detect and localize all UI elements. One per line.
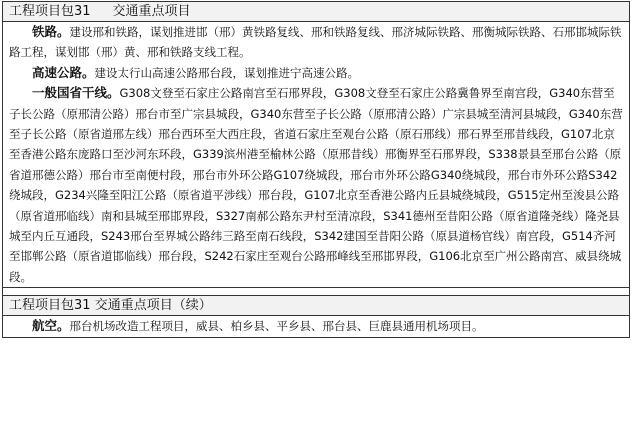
keyword-expressway: 高速公路。 (32, 64, 95, 80)
paragraph-expressway (9, 63, 623, 83)
section-spacer-row (3, 288, 630, 296)
section-spacer (3, 288, 630, 296)
paragraph-aviation (9, 316, 623, 336)
section1-body (3, 22, 630, 288)
section1-header-title: 交通重点项目 (112, 4, 191, 19)
project-table (2, 1, 630, 338)
section1-body-row (3, 22, 630, 288)
section1-header (3, 2, 630, 22)
paragraph-railway (9, 22, 623, 63)
text-expressway: 建设太行山高速公路邢台段，谋划推进宁高速公路。 (94, 65, 360, 80)
section2-header-row (3, 296, 630, 316)
section2-header-title: 交通重点项目（续） (94, 298, 212, 314)
text-railway: 建设邢和铁路，谋划推进邯（邢）黄铁路复线、邢和铁路复线、邢济城际铁路、邢衡城际铁路、石邢邯城际铁路工程，谋划邯（邢）黄、邢和铁路支线工程。 (9, 25, 622, 60)
keyword-trunk-roads: 一般国省干线。 (32, 85, 120, 101)
section2-header (3, 296, 630, 316)
keyword-railway: 铁路。 (32, 24, 70, 39)
section2-body (3, 316, 630, 337)
section2-body-row (3, 316, 630, 337)
section1-header-row (3, 2, 630, 22)
text-aviation: 邢台机场改造工程项目，威县、柏乡县、平乡县、邢台县、巨鹿县通用机场项目。 (69, 319, 484, 334)
paragraph-trunk-roads (9, 83, 623, 287)
document-page (2, 1, 634, 425)
text-trunk-roads: G308文登至石家庄公路南宫至石邢界段，G308文登至石家庄公路冀鲁界至南宫段，G340东营至子长公路（原邢清公路）邢台市至广宗县城段，G340东营至子长公路（原邢清公路）广宗县城至清河县城段，G340东营至子长公路（原省道邢左线）邢台西环至大西庄段，省道石家庄至观台公路（原石邢线）邢石界至邢昔线段，G107北京至香港公路东庞路口至沙河东环段，G339滨州港至榆林公路（原邢昔线）邢衡界至石邢界段，S338景县至邢台公路（原省道邢德公路）邢台市至南便村段，邢台市外环公路G107绕城段，邢台市外环公路G340绕城段，邢台市外环公路S342绕城段，G234兴隆至阳江公路（原省道平涉线）邢台段，G107北京至香港公路内丘县城绕城段，G515定州至浚县公路（原省道邢临线）南和县城至邢邯界段，S327南郝公路东尹村至清凉段，S341德州至昔阳公路（原省道隆尧线）隆尧县城至内丘互通段，S243邢台至界城公路纬三路至南石线段，S342建国至昔阳公路（原县道杨官线）南宫段，G514齐河至邯郸公路（原省道邯临线）邢台段，S242石家庄至观台公路邢峰线至邢邯界段，G106北京至广州公路南宫、威县绕城段。 (9, 86, 623, 284)
keyword-aviation: 航空。 (32, 318, 70, 334)
section2-header-label: 工程项目包31 (9, 298, 91, 314)
section1-header-label: 工程项目包31 (9, 4, 91, 19)
